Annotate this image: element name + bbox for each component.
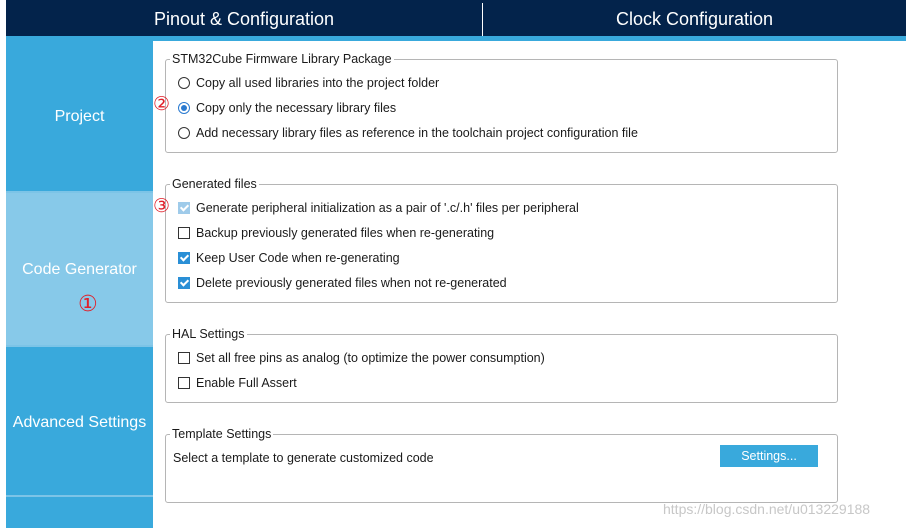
template-settings-group bbox=[165, 427, 838, 503]
radio-copy-necessary-files[interactable] bbox=[178, 99, 396, 117]
tab-clock-configuration[interactable]: Clock Configuration bbox=[615, 9, 774, 29]
checkbox-label: Set all free pins as analog (to optimize the power consumption) bbox=[196, 351, 545, 365]
radio-label: Copy all used libraries into the project folder bbox=[196, 76, 440, 90]
group-title: STM32Cube Firmware Library Package bbox=[172, 52, 392, 66]
checkbox[interactable] bbox=[178, 277, 190, 289]
group-title: Template Settings bbox=[172, 427, 272, 441]
checkbox[interactable] bbox=[178, 252, 190, 264]
firmware-package-group bbox=[165, 52, 838, 153]
radio-add-as-reference[interactable] bbox=[178, 124, 638, 142]
top-nav-bar bbox=[6, 0, 906, 36]
template-description bbox=[173, 449, 434, 467]
group-title: Generated files bbox=[172, 177, 257, 191]
sidebar-item-label: Code Generator bbox=[22, 261, 137, 278]
sidebar-item-project[interactable] bbox=[6, 41, 153, 193]
checkbox-label: Generate peripheral initialization as a pair of '.c/.h' files per peripheral bbox=[196, 201, 579, 215]
checkbox-label: Delete previously generated files when not re-generated bbox=[196, 276, 507, 290]
generated-files-group bbox=[165, 177, 838, 303]
checkbox[interactable] bbox=[178, 377, 190, 389]
checkbox-free-pins-analog[interactable] bbox=[178, 349, 545, 367]
checkbox-label: Enable Full Assert bbox=[196, 376, 297, 390]
annotation-marker-3: ③ bbox=[153, 195, 171, 217]
radio-label: Copy only the necessary library files bbox=[196, 101, 397, 115]
checkbox-label: Keep User Code when re-generating bbox=[196, 251, 400, 265]
sidebar-item-advanced-settings[interactable] bbox=[6, 347, 153, 499]
sidebar-item-code-generator[interactable] bbox=[6, 193, 153, 347]
checkbox-label: Backup previously generated files when re-generating bbox=[196, 226, 495, 240]
group-title: HAL Settings bbox=[172, 327, 245, 341]
radio-button-selected[interactable] bbox=[178, 102, 190, 114]
template-desc-text: Select a template to generate customized code bbox=[173, 451, 434, 465]
checkbox[interactable] bbox=[178, 202, 190, 214]
sidebar-item-label: Advanced Settings bbox=[12, 414, 147, 431]
checkbox[interactable] bbox=[178, 352, 190, 364]
tab-pinout-configuration[interactable]: Pinout & Configuration bbox=[153, 9, 335, 29]
sidebar bbox=[6, 41, 153, 528]
radio-label: Add necessary library files as reference in the toolchain project configuration file bbox=[196, 126, 638, 140]
watermark: https://blog.csdn.net/u013229188 bbox=[663, 501, 871, 517]
sidebar-item-label: Project bbox=[54, 108, 105, 125]
checkbox[interactable] bbox=[178, 227, 190, 239]
checkbox-full-assert[interactable] bbox=[178, 374, 297, 392]
checkbox-backup-generated[interactable] bbox=[178, 224, 494, 242]
radio-button[interactable] bbox=[178, 77, 190, 89]
sidebar-separator bbox=[6, 495, 153, 497]
hal-settings-group bbox=[165, 327, 838, 403]
radio-button[interactable] bbox=[178, 127, 190, 139]
checkbox-delete-generated[interactable] bbox=[178, 274, 507, 292]
checkbox-generate-peripheral-pair[interactable] bbox=[178, 199, 579, 217]
radio-copy-all-libraries[interactable] bbox=[178, 74, 439, 92]
annotation-marker-1: ① bbox=[78, 292, 98, 317]
checkbox-keep-user-code[interactable] bbox=[178, 249, 400, 267]
annotation-marker-2: ② bbox=[153, 93, 171, 115]
template-settings-button[interactable]: Settings... bbox=[720, 445, 818, 467]
